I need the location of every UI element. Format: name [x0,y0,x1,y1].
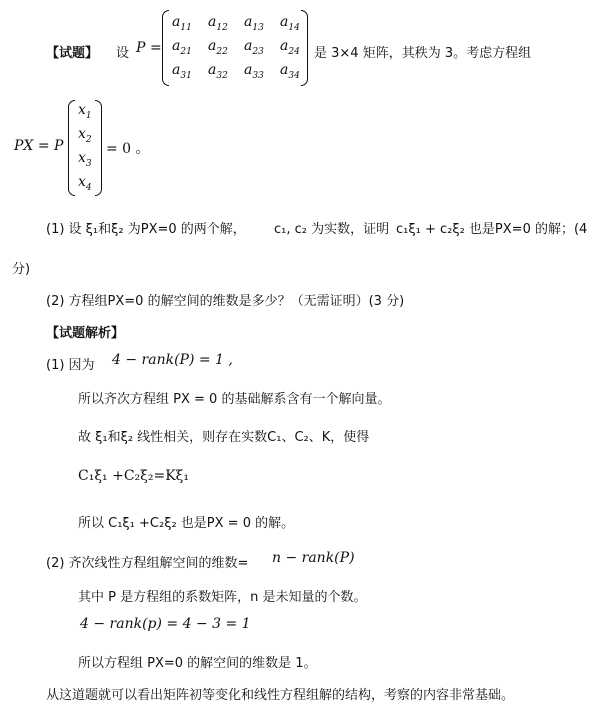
matrix-entry: $a_{33}$ [244,62,264,81]
question-1-part-c: c₁ξ₁ + c₂ξ₂ 也是PX=0 的解；(4 [396,222,588,237]
step-2-calculation: 4 − rank(p) = 4 − 3 = 1 [80,616,251,632]
vector-entry: $x_4$ [78,174,92,193]
step-1-line-2: 所以齐次方程组 PX = 0 的基础解系含有一个解向量。 [78,392,391,407]
analysis-tag: 【试题解析】 [46,326,125,341]
matrix-symbol-p: P [136,40,146,56]
matrix-entry: $a_{31}$ [172,62,192,81]
question-2: (2) 方程组PX=0 的解空间的维数是多少？（无需证明）(3 分) [46,294,405,309]
question-1-tail: 分) [12,262,31,277]
vector-entry: $x_2$ [78,126,92,145]
matrix-entry: $a_{23}$ [244,38,264,57]
step-1-expression: 4 − rank(P) = 1 , [112,352,233,368]
matrix-entry: $a_{11}$ [172,14,192,33]
problem-intro-a: 设 [116,46,130,61]
conclusion: 从这道题就可以看出矩阵初等变化和线性方程组解的结构，考察的内容非常基础。 [46,688,515,703]
question-1-part-b: c₁, c₂ 为实数，证明 [274,222,390,237]
matrix-entry: $a_{14}$ [280,14,300,33]
step-1-line-3: 故 ξ₁和ξ₂ 线性相关，则存在实数C₁、C₂、K，使得 [78,430,370,445]
problem-intro-b: 是 3×4 矩阵，其秩为 3。考虑方程组 [314,46,532,61]
unknown-vector [68,100,102,196]
step-2-line-2: 其中 P 是方程组的系数矩阵，n 是未知量的个数。 [78,590,367,605]
step-1-head: (1) 因为 [46,358,95,373]
step-2-head: (2) 齐次线性方程组解空间的维数= [46,556,249,571]
matrix-entry: $a_{21}$ [172,38,192,57]
coefficient-matrix [162,10,308,86]
problem-tag: 【试题】 [46,46,99,61]
equals-sign: = [150,40,162,56]
vector-right-bracket [95,100,102,196]
matrix-entry: $a_{12}$ [208,14,228,33]
matrix-left-bracket [162,10,169,86]
question-1-part-a: (1) 设 ξ₁和ξ₂ 为PX=0 的两个解， [46,222,246,237]
vector-entry: $x_3$ [78,150,92,169]
matrix-entry: $a_{34}$ [280,62,300,81]
matrix-entry: $a_{13}$ [244,14,264,33]
matrix-entry: $a_{22}$ [208,38,228,57]
px-equation-lhs: PX = P [14,138,64,154]
step-1-line-5: 所以 C₁ξ₁ +C₂ξ₂ 也是PX = 0 的解。 [78,516,295,531]
px-equation-rhs: = 0 。 [106,141,150,157]
matrix-entry: $a_{32}$ [208,62,228,81]
vector-entry: $x_1$ [78,102,92,121]
step-2-expression: n − rank(P) [272,550,355,566]
matrix-entry: $a_{24}$ [280,38,300,57]
step-2-line-4: 所以方程组 PX=0 的解空间的维数是 1。 [78,656,317,671]
step-1-equation: C₁ξ₁ +C₂ξ₂=Kξ₁ [78,468,189,484]
vector-left-bracket [68,100,75,196]
